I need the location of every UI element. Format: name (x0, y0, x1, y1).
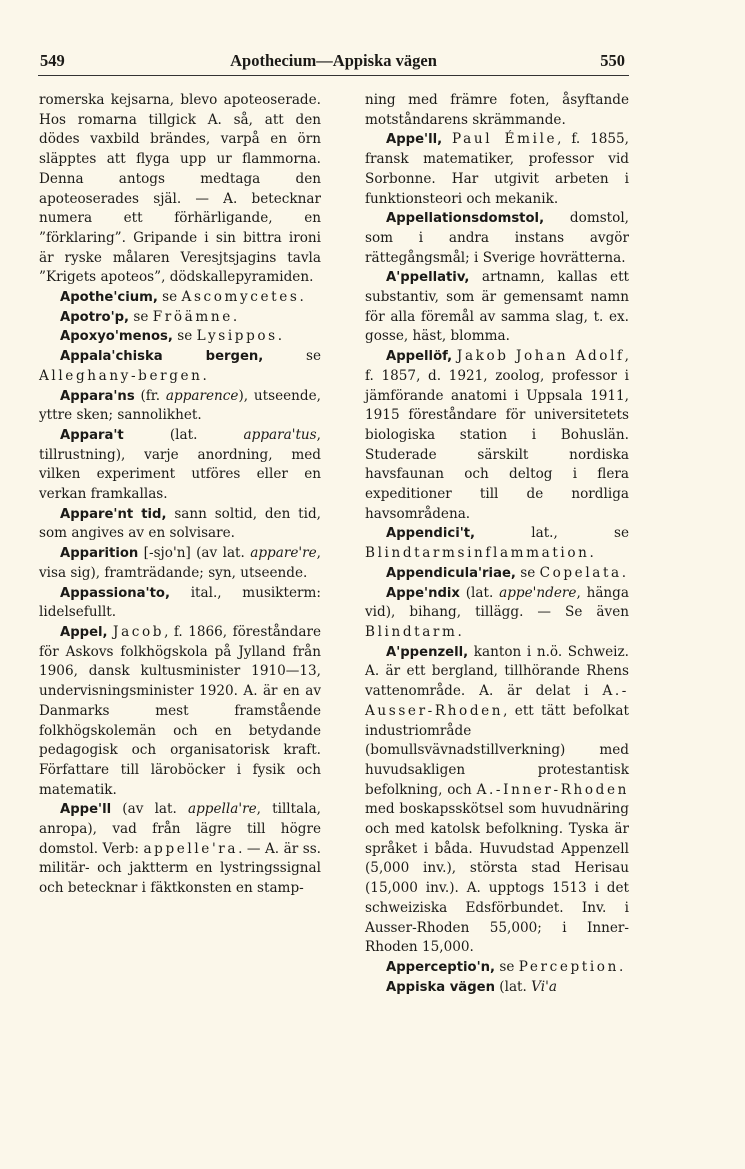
dictionary-entry (365, 268, 629, 347)
entry-text: (lat. (123, 426, 244, 443)
dictionary-entry (365, 91, 629, 130)
dictionary-entry (39, 505, 321, 544)
entry-headword: Appare'nt tid, (60, 506, 167, 522)
dictionary-entry (39, 288, 321, 308)
entry-text: (lat. (494, 978, 532, 995)
entry-text: . (202, 367, 207, 384)
spaced-reference: Alleghany-bergen (39, 367, 203, 384)
dictionary-entry (39, 584, 321, 623)
dictionary-entry (365, 978, 629, 998)
spaced-reference: Perception (518, 958, 619, 975)
entry-headword: Appe'ndix (386, 585, 460, 601)
page-title: Apothecium—Appiska vägen (230, 51, 437, 70)
entry-text: ), utseende, yttre sken; sannolikhet. (39, 387, 321, 424)
dictionary-entry (39, 623, 321, 800)
entry-text: , f. 1855, fransk matematiker, professor vid Sorbonne. Har utgivit arbeten i funktionsteori och mekanik. (365, 131, 630, 207)
dictionary-entry (365, 584, 629, 643)
dictionary-entry (365, 643, 629, 958)
dictionary-entry (365, 524, 629, 563)
entry-text: , tillrustning), varje anordning, med vilken experiment utföres eller en verkan framkallas. (39, 426, 321, 503)
entry-headword: Appe'll (60, 802, 112, 818)
dictionary-entry (365, 130, 629, 209)
entry-text: kanton i n.ö. Schweiz. A. är ett bergland, tillhörande Rhens vattenområde. A. är delat i (365, 643, 629, 700)
spaced-reference: Jakob Johan Adolf (456, 348, 625, 365)
entry-text: se (157, 289, 182, 306)
entry-text: domstol, som i andra instans avgör rättegångsmål; i Sverige hovrätterna. (365, 210, 629, 266)
entry-text: sann soltid, den tid, som angives av en solvisare. (39, 505, 321, 542)
entry-headword: Appiska vägen (386, 979, 495, 995)
entry-headword: Appassiona'to, (60, 585, 170, 601)
entry-headword: Apperceptio'n, (386, 959, 496, 975)
spaced-reference: Blindtarm (365, 623, 458, 640)
entry-text: . — A. är ss. militär- och jaktterm en lystringssignal och betecknar i fäktkonsten en stamp- (39, 840, 321, 897)
entry-headword: Appara't (60, 427, 124, 443)
page-number-right: 550 (600, 51, 625, 70)
entry-headword: A'ppellativ, (386, 270, 470, 286)
right-column (365, 91, 629, 997)
entry-text (442, 131, 452, 147)
entry-text: [-sjo'n] (av lat. (138, 545, 251, 562)
entry-text: (fr. (134, 387, 166, 404)
entry-text: ital., musikterm: lidelsefullt. (39, 584, 321, 621)
entry-text: se (129, 308, 153, 325)
spaced-reference: A.-Ausser-Rhoden (365, 683, 629, 719)
entry-text: , hänga vid), bihang, tillägg. — Se även (365, 584, 629, 621)
entry-headword: Appendicula'riae, (386, 565, 516, 581)
entry-headword: Apothe'cium, (60, 290, 158, 306)
entry-text: se (495, 958, 519, 975)
entry-headword: Appel, (60, 624, 108, 640)
entry-headword: Apoxyo'menos, (60, 329, 173, 345)
entry-text: , tilltala, anropa), vad från lägre till högre domstol. Verb: (39, 801, 321, 857)
dictionary-entry (39, 426, 321, 505)
page-number-left: 549 (40, 51, 65, 70)
spaced-reference: Fröämne (152, 308, 233, 325)
italic-term: apparence (165, 387, 239, 404)
entry-headword: Appara'ns (60, 388, 135, 404)
entry-text: lat., se (475, 525, 629, 542)
italic-term: Vi'a (531, 978, 557, 995)
entry-headword: Apparition (60, 546, 139, 562)
dictionary-entry (39, 347, 321, 386)
entry-text: romerska kejsarna, blevo apoteoserade. Hos romarna tillgick A. så, att den dödes vaxbild brändes, varpå en örn släpptes att flyga upp ur flammorna. Denna antogs medtaga den apoteoserades själ. — A. betecknar numera ett förhärligande, en ”förklaring”. Gripande i sin bittra ironi är ryske målaren Veresjtsjagins tavla ”Krigets apoteos”, dödskallepyramiden. (39, 92, 321, 286)
entry-text: . (299, 289, 304, 306)
italic-term: appe'ndere (499, 584, 577, 601)
spaced-reference: Copelata (539, 564, 622, 581)
spaced-reference: A.-Inner-Rhoden (476, 781, 629, 798)
spaced-reference: Paul Émile (452, 131, 558, 148)
entry-headword: Appendici't, (386, 526, 476, 542)
entry-text: . (232, 308, 238, 325)
entry-headword: A'ppenzell, (386, 644, 469, 660)
entry-headword: Appellationsdomstol, (386, 211, 545, 227)
dictionary-entry (39, 387, 321, 426)
italic-term: appara'tus (243, 426, 317, 443)
entry-text: med boskapsskötsel som huvudnäring och med katolsk befolkning. Tyska är språket i båda. Huvudstad Appenzell (5,000 inv.), största stad Herisau (15,000 inv.). A. upptogs 1513 i det schweiziska Edsförbundet. Inv. i Ausser-Rhoden 55,000; i Inner-Rhoden 15,000. (365, 801, 629, 956)
entry-text: . (589, 545, 594, 562)
entry-text: . (277, 328, 283, 345)
entry-text: . (621, 564, 627, 581)
entry-text: ning med främre foten, åsyftande motståndarens skrämmande. (365, 92, 629, 128)
entry-text: se (172, 328, 197, 345)
entry-text: se (515, 564, 540, 581)
dictionary-entry (365, 564, 629, 584)
spaced-reference: appelle'ra (143, 840, 239, 857)
entry-text: , f. 1866, föreståndare för Askovs folkhögskola på Jylland från 1906, dansk kultusminister 1910—13, undervisningsminister 1920. A. är en av Danmarks mest framstående folkhögskolemän och en betydande pedagogisk och organisatorisk kraft. Författare till läroböcker i fysik och matematik. (39, 623, 321, 798)
entry-text: (lat. (459, 584, 500, 601)
entry-text: . (618, 958, 624, 975)
left-column (39, 91, 321, 899)
spaced-reference: Ascomycetes (181, 289, 300, 306)
dictionary-entry (39, 91, 321, 288)
dictionary-entry (365, 209, 629, 268)
entry-text: (av lat. (111, 801, 188, 818)
dictionary-entry (365, 958, 629, 978)
spaced-reference: Blindtarmsinflammation (365, 545, 590, 562)
entry-headword: Apotro'p, (60, 309, 130, 325)
dictionary-entry (39, 308, 321, 328)
entry-headword: Appe'll, (386, 132, 443, 148)
dictionary-entry (39, 327, 321, 347)
italic-term: appella're (188, 801, 257, 818)
running-header (38, 47, 629, 76)
entry-text: artnamn, kallas ett substantiv, som är gemensamt namn för alla föremål av samma slag, t. ex. gosse, häst, blomma. (365, 269, 629, 345)
entry-text: , ett tätt befolkat industriområde (bomullsvävnadstillverkning) med huvudsakligen protestantisk befolkning, och (365, 702, 629, 798)
entry-text: se (263, 348, 322, 365)
dictionary-entry (39, 800, 321, 899)
dictionary-entry (365, 347, 629, 524)
entry-headword: Appala'chiska bergen, (60, 349, 264, 365)
entry-headword: Appellöf, (386, 349, 453, 365)
dictionary-entry (39, 544, 321, 583)
italic-term: appare're (250, 545, 317, 562)
spaced-reference: Lysippos (196, 328, 278, 345)
entry-text: , f. 1857, d. 1921, zoolog, professor i jämförande anatomi i Uppsala 1911, 1915 föreståndare för universitetets biologiska station i Bohuslän. Studerade särskilt nordiska havsfaunan och deltog i flera expeditioner till de nordliga havsområdena. (365, 348, 629, 522)
entry-text: , visa sig), framträdande; syn, utseende. (39, 545, 321, 581)
spaced-reference: Jacob (113, 623, 165, 640)
entry-text: . (457, 623, 462, 640)
